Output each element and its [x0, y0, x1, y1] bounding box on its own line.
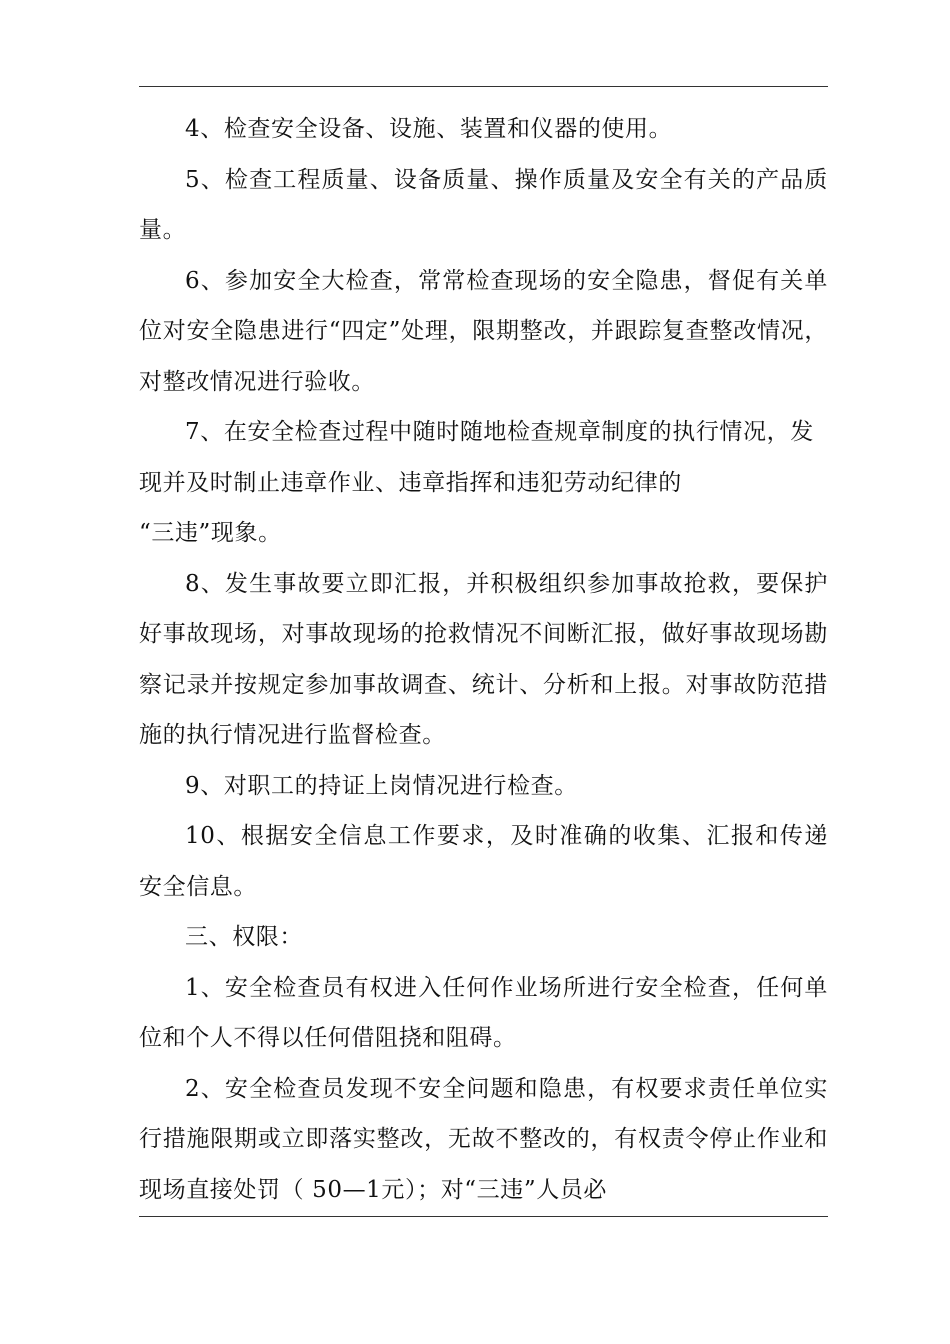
paragraph-item-7	[139, 407, 828, 559]
authority-item-1: 1、安全检查员有权进入任何作业场所进行安全检查，任何单位和个人不得以任何借阻挠和阻碍。	[139, 974, 828, 1051]
paragraph-item-4: 4、检查安全设备、设施、装置和仪器的使用。	[185, 116, 673, 142]
paragraph-item-6: 6、参加安全大检查，常常检查现场的安全隐患，督促有关单位对安全隐患进行“四定”处理，限期整改，并跟踪复查整改情况，对整改情况进行验收。	[139, 267, 828, 395]
section-heading-authority: 三、权限：	[185, 924, 303, 950]
paragraph-item-8: 8、发生事故要立即汇报，并积极组织参加事故抢救，要保护好事故现场，对事故现场的抢救情况不间断汇报，做好事故现场勘察记录并按规定参加事故调查、统计、分析和上报。对事故防范措施的执行情况进行监督检查。	[139, 570, 828, 748]
document-body	[139, 104, 828, 1215]
paragraph-item-7-line-1: 7、在安全检查过程中随时随地检查规章制度的执行情况，发	[185, 419, 814, 445]
paragraph-item-7-line-3: “三违”现象。	[139, 520, 282, 546]
paragraph-item-10: 10、根据安全信息工作要求，及时准确的收集、汇报和传递安全信息。	[139, 823, 828, 900]
paragraph-item-5: 5、检查工程质量、设备质量、操作质量及安全有关的产品质量。	[139, 166, 828, 243]
paragraph-item-9: 9、对职工的持证上岗情况进行检查。	[185, 772, 578, 799]
footer-rule	[139, 1216, 828, 1217]
authority-item-2: 2、安全检查员发现不安全问题和隐患，有权要求责任单位实行措施限期或立即落实整改，无故不整改的，有权责令停止作业和现场直接处罚（ 50—1元）；对“三违”人员必	[139, 1075, 828, 1203]
header-rule	[139, 86, 828, 87]
paragraph-item-7-line-2: 现并及时制止违章作业、违章指挥和违犯劳动纪律的	[139, 469, 682, 496]
